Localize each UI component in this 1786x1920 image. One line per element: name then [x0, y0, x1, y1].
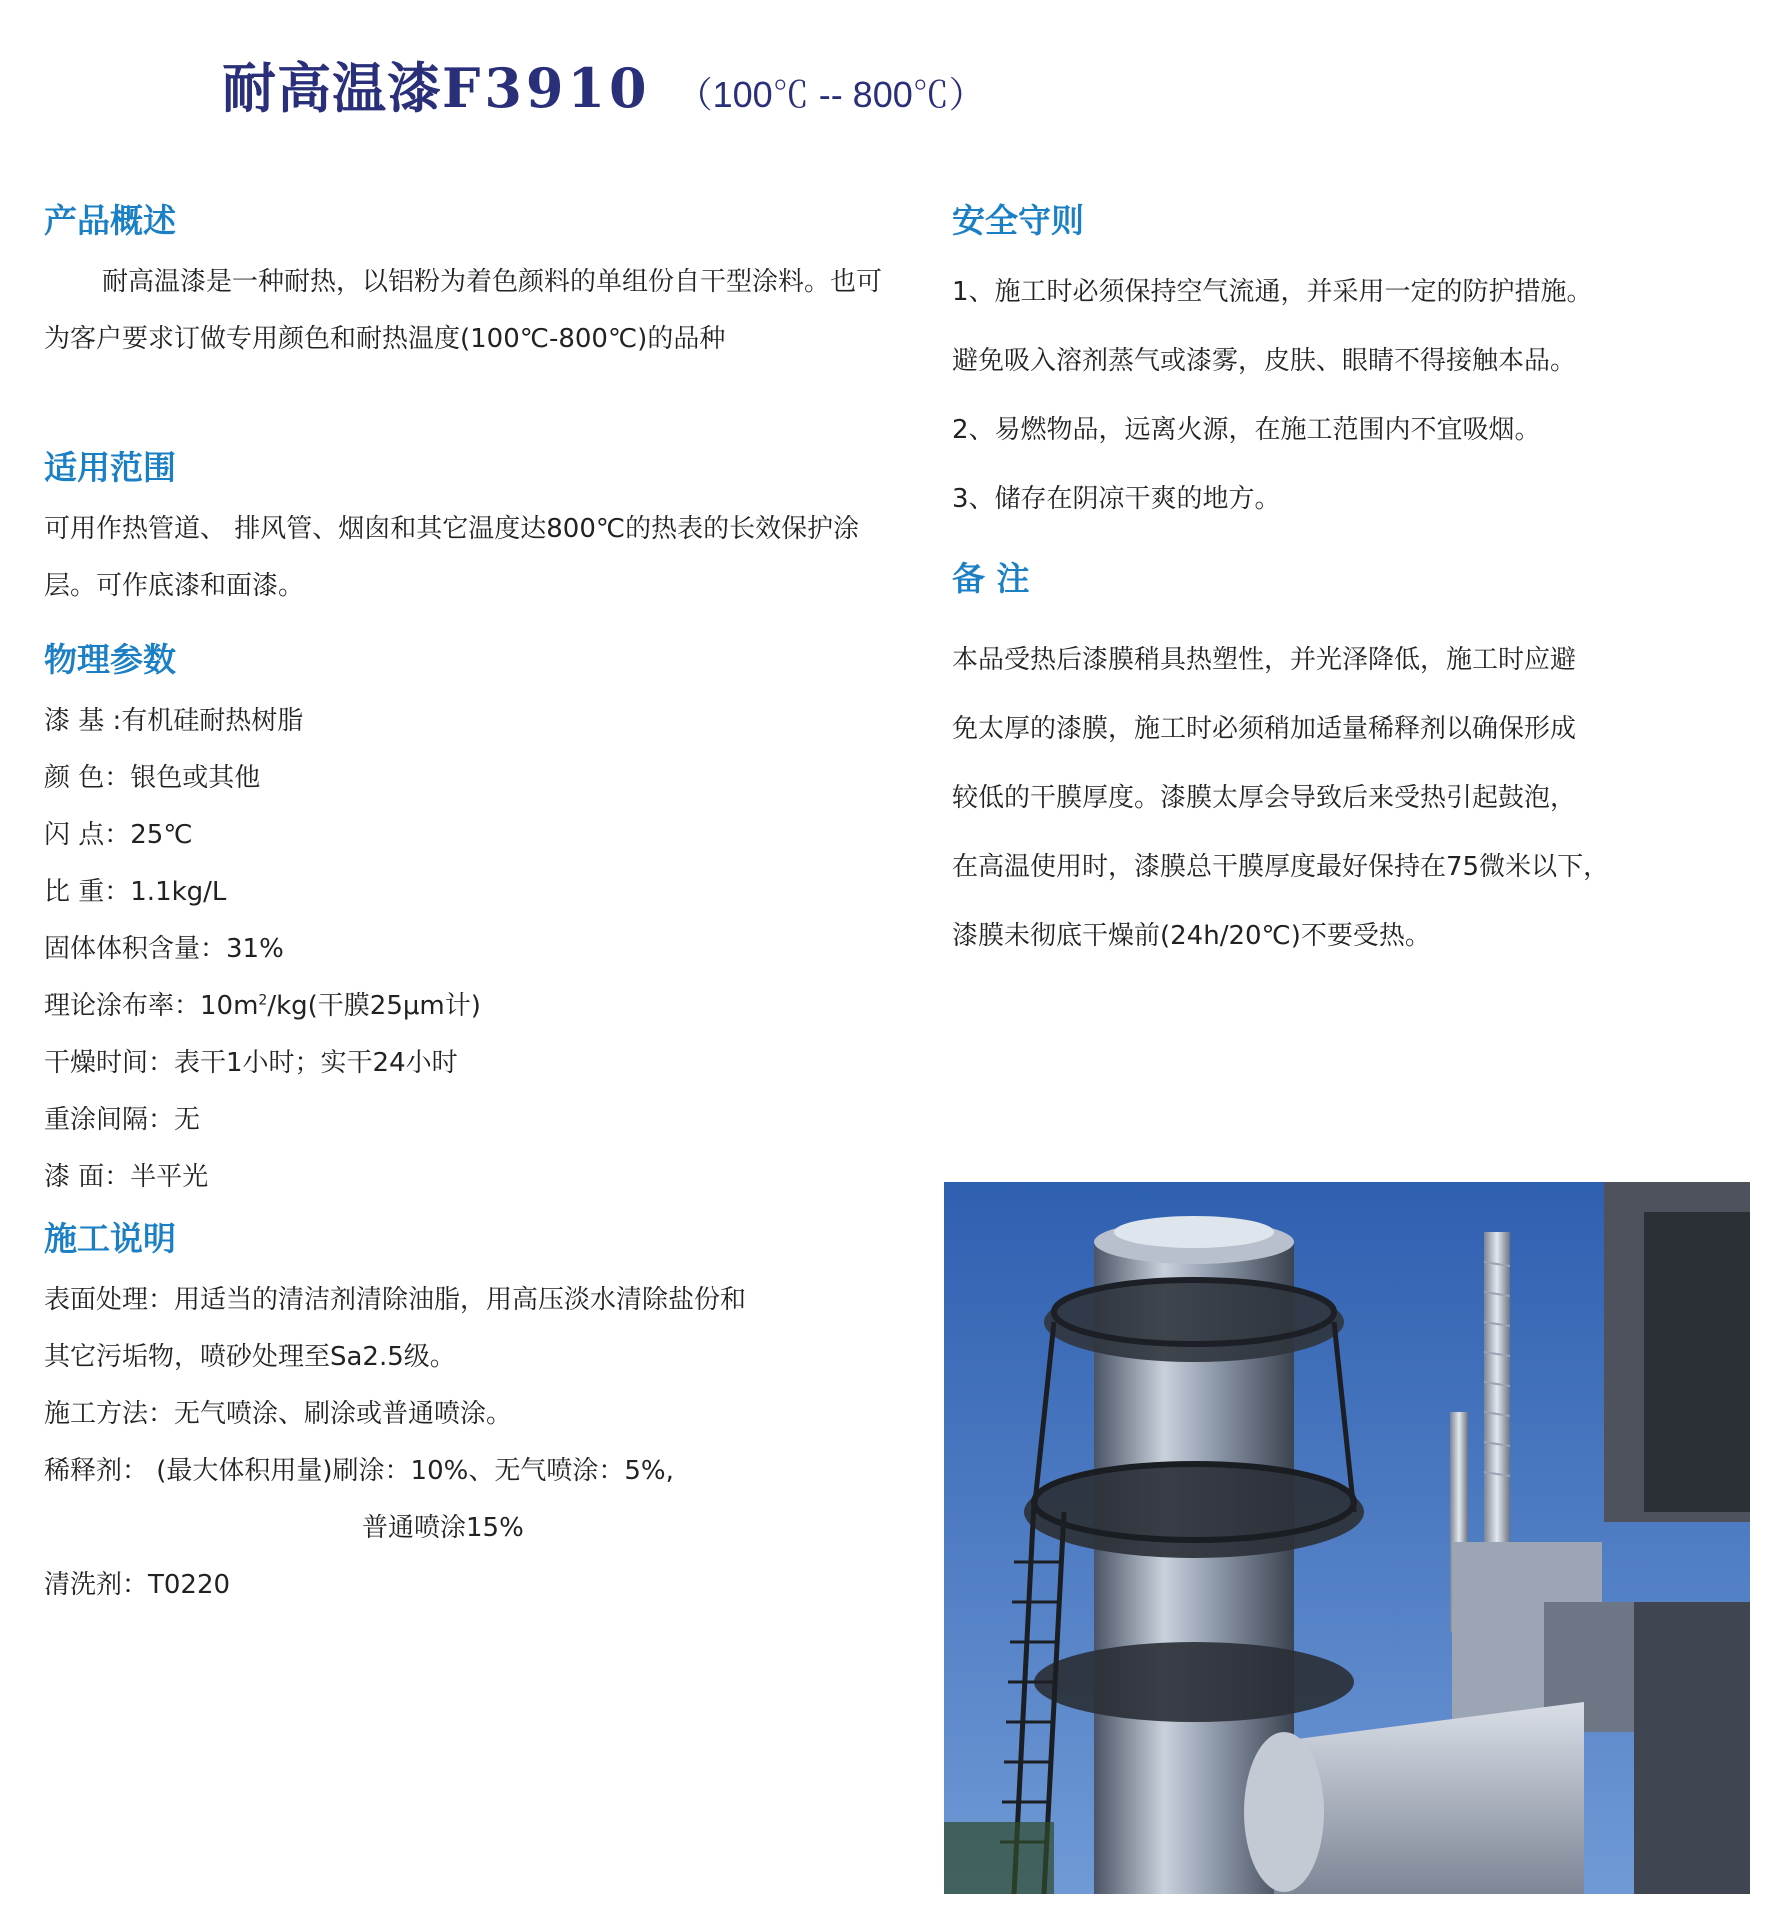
- physical-item-base: 漆 基 :有机硅耐热树脂: [44, 706, 304, 736]
- remarks-line: 本品受热后漆膜稍具热塑性，并光泽降低，施工时应避: [952, 645, 1577, 675]
- physical-item-solids: 固体体积含量：31%: [44, 934, 284, 964]
- physical-item-flash-point: 闪 点：25℃: [44, 820, 193, 850]
- application-cleaner: 清洗剂：T0220: [44, 1570, 231, 1600]
- physical-item-finish: 漆 面：半平光: [44, 1162, 209, 1192]
- scope-heading: 适用范围: [44, 448, 176, 487]
- left-column: [44, 196, 894, 1614]
- physical-list: [44, 693, 894, 1206]
- title-model-number: F3910: [442, 56, 651, 120]
- remarks-line: 免太厚的漆膜，施工时必须稍加适量稀释剂以确保形成: [952, 714, 1577, 744]
- physical-heading: 物理参数: [44, 640, 176, 679]
- coverage-suffix: /kg(干膜25μm计): [267, 991, 481, 1021]
- physical-item-color: 颜 色：银色或其他: [44, 763, 261, 793]
- safety-line: 2、易燃物品，远离火源，在施工范围内不宜吸烟。: [952, 415, 1541, 445]
- industrial-chimney-photo: [944, 1182, 1750, 1894]
- application-heading: 施工说明: [44, 1219, 176, 1258]
- physical-item-drying-time: 干燥时间：表干1小时；实干24小时: [44, 1048, 458, 1078]
- physical-item-recoat: 重涂间隔：无: [44, 1105, 201, 1135]
- application-method: 施工方法：无气喷涂、刷涂或普通喷涂。: [44, 1399, 513, 1429]
- safety-heading: 安全守则: [952, 201, 1084, 240]
- section-remarks: [952, 554, 1712, 971]
- title-product-name: 耐高温漆: [222, 57, 442, 120]
- page-title: [222, 46, 985, 120]
- section-application: [44, 1214, 894, 1614]
- section-physical: [44, 635, 894, 1206]
- title-temperature-range: （100℃ -- 800℃）: [676, 74, 985, 115]
- section-scope: [44, 443, 894, 615]
- overview-text: 耐高温漆是一种耐热，以铝粉为着色颜料的单组份自干型涂料。也可为客户要求订做专用颜色和耐热温度(100℃-800℃)的品种: [44, 267, 883, 354]
- remarks-line: 在高温使用时，漆膜总干膜厚度最好保持在75微米以下，: [952, 852, 1610, 882]
- overview-heading: 产品概述: [44, 201, 176, 240]
- coverage-prefix: 理论涂布率：10m: [44, 991, 259, 1021]
- remarks-list: [952, 626, 1712, 971]
- safety-line: 3、储存在阴凉干爽的地方。: [952, 484, 1281, 514]
- scope-text: 可用作热管道、 排风管、烟囱和其它温度达800℃的热表的长效保护涂层。可作底漆和面漆。: [44, 514, 860, 601]
- right-column: [952, 196, 1712, 971]
- remarks-heading: 备 注: [952, 559, 1030, 598]
- application-surface-cont: 其它污垢物，喷砂处理至Sa2.5级。: [44, 1342, 456, 1372]
- application-list: [44, 1272, 894, 1614]
- section-safety: [952, 196, 1712, 534]
- safety-list: [952, 258, 1712, 534]
- application-thinner: 稀释剂： (最大体积用量)刷涂：10%、无气喷涂：5%,: [44, 1456, 674, 1486]
- physical-item-specific-gravity: 比 重：1.1kg/L: [44, 877, 227, 907]
- remarks-line: 漆膜未彻底干燥前(24h/20℃)不要受热。: [952, 921, 1431, 951]
- safety-line: 避免吸入溶剂蒸气或漆雾，皮肤、眼睛不得接触本品。: [952, 346, 1577, 376]
- application-surface: 表面处理：用适当的清洁剂清除油脂，用高压淡水清除盐份和: [44, 1285, 747, 1315]
- application-thinner-cont: 普通喷涂15%: [362, 1513, 524, 1543]
- coverage-superscript: 2: [258, 992, 268, 1009]
- remarks-line: 较低的干膜厚度。漆膜太厚会导致后来受热引起鼓泡，: [952, 783, 1577, 813]
- safety-line: 1、施工时必须保持空气流通，并采用一定的防护措施。: [952, 277, 1593, 307]
- section-overview: [44, 196, 894, 425]
- physical-item-coverage: [44, 978, 894, 1035]
